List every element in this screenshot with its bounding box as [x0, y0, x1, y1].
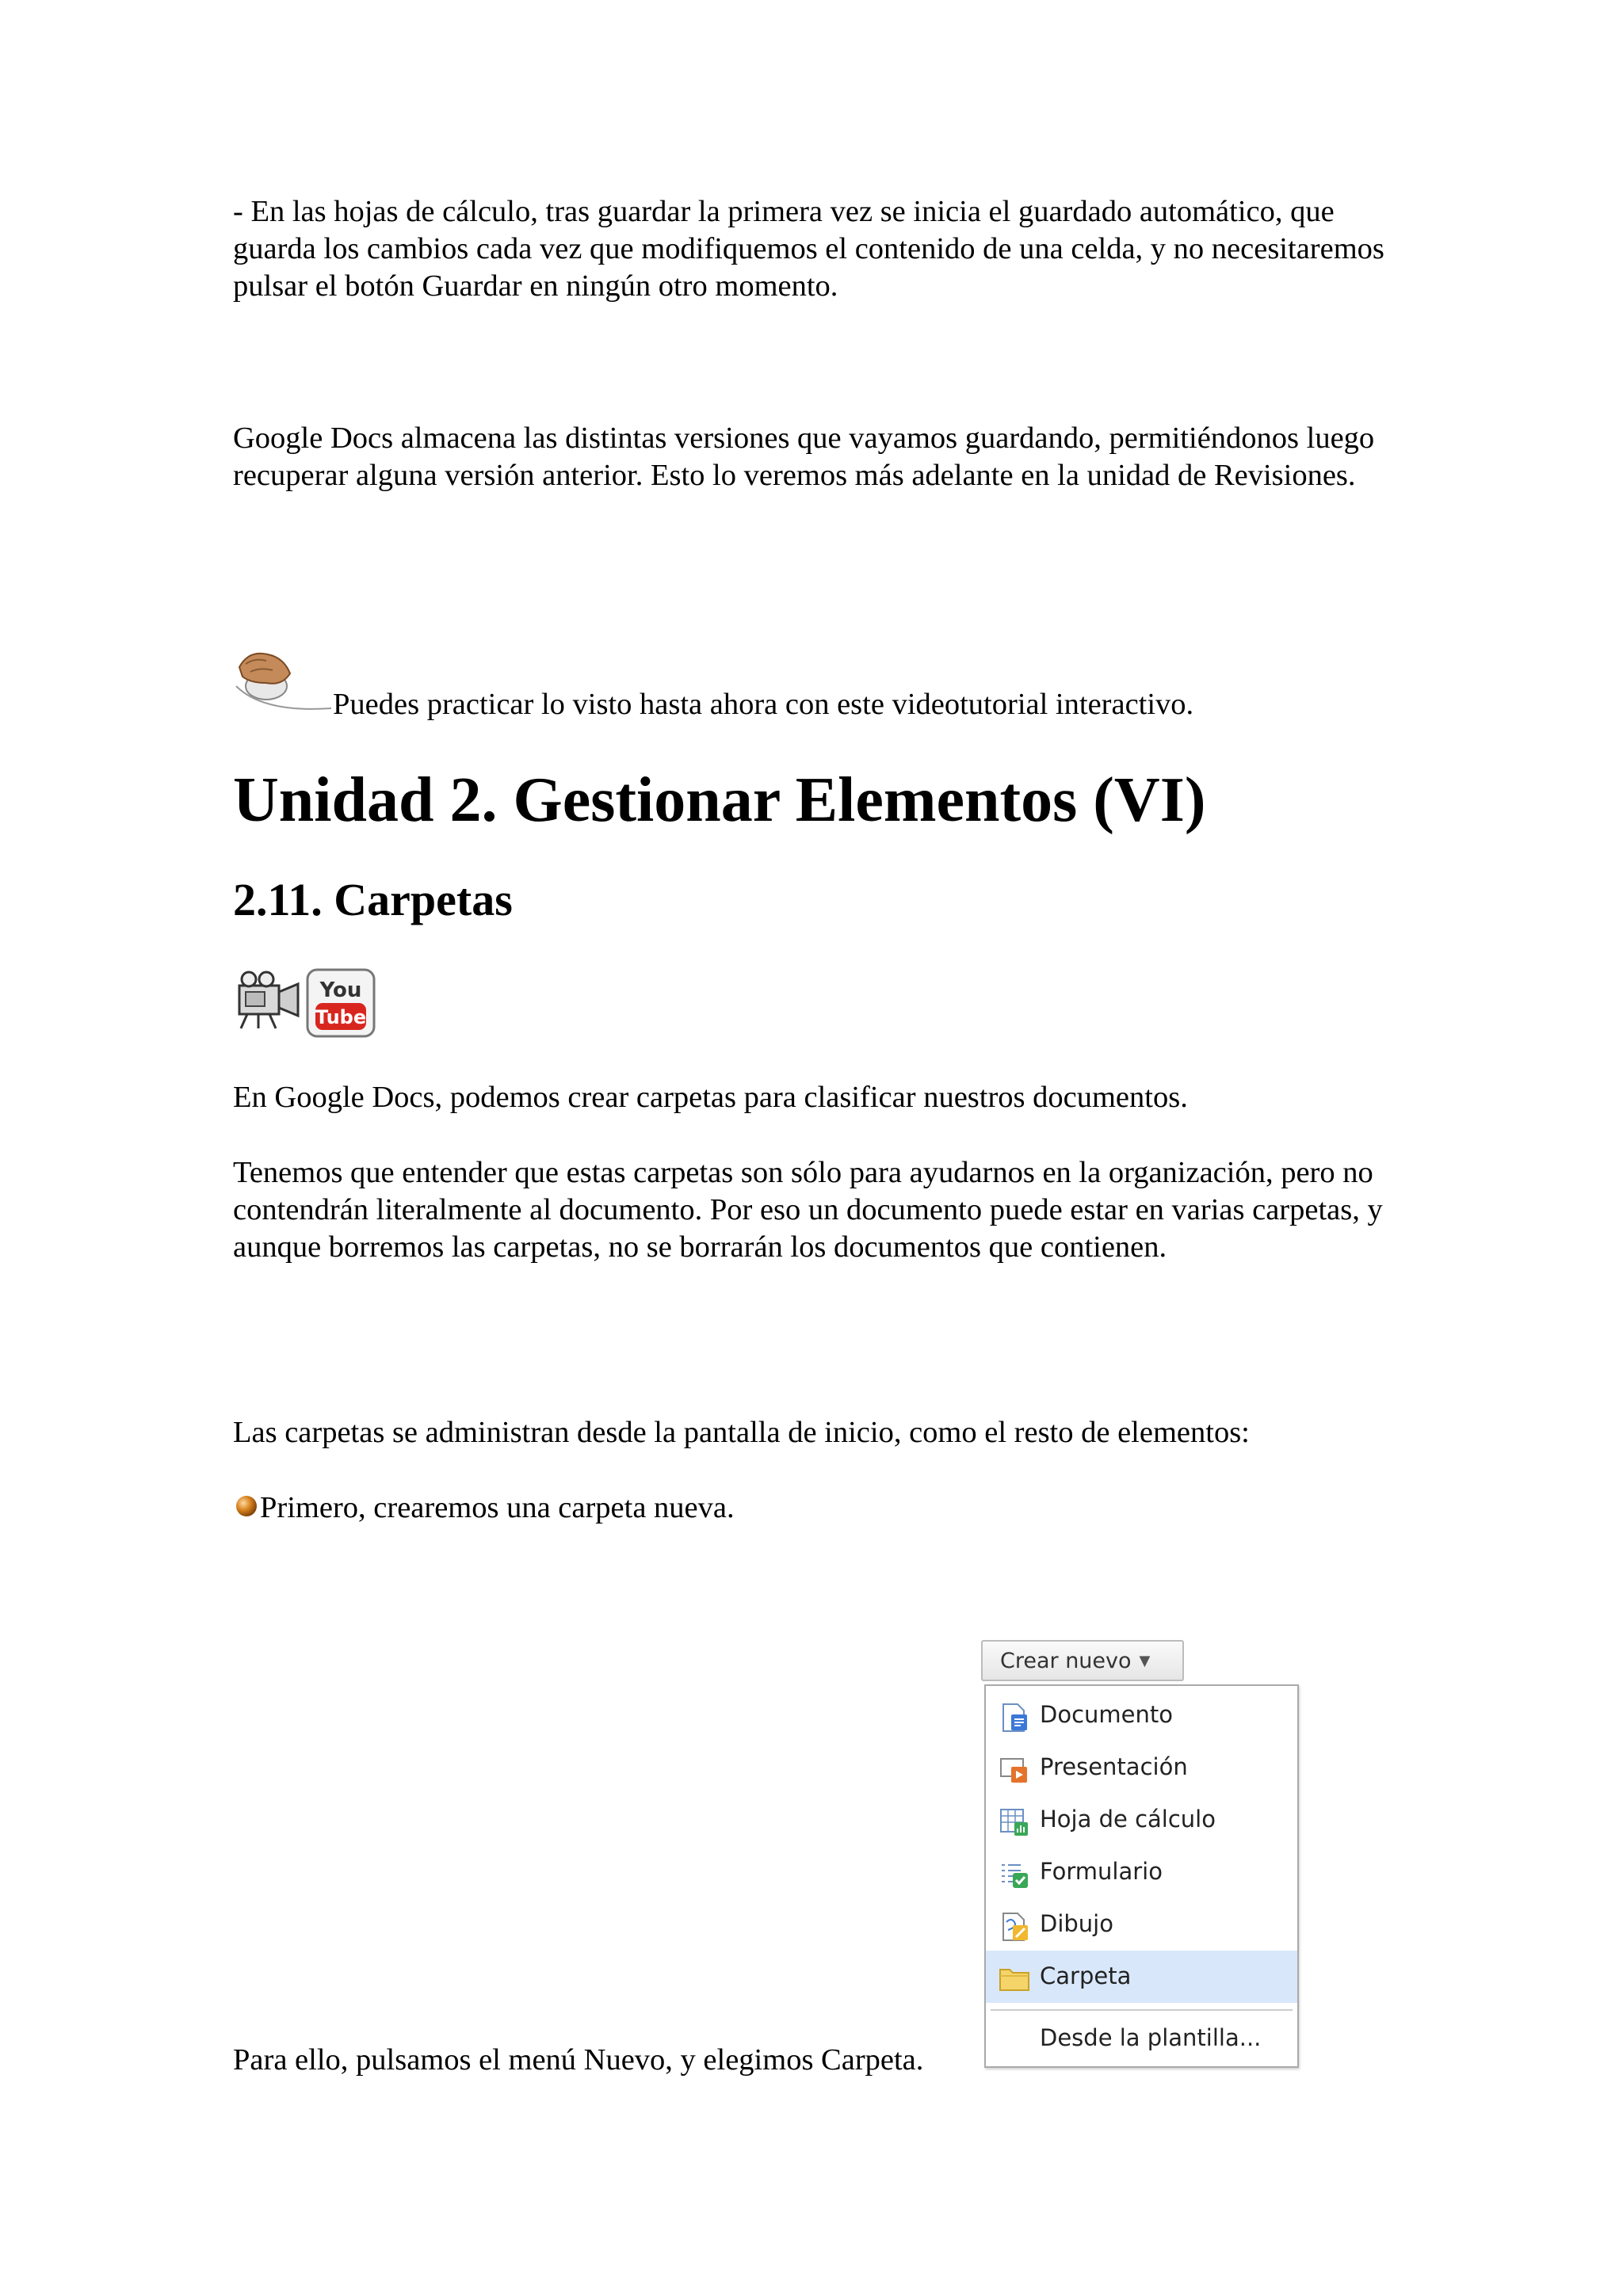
menu-item-label: Dibujo: [1040, 1910, 1113, 1937]
paragraph-instruction: Para ello, pulsamos el menú Nuevo, y elegimos Carpeta.: [233, 2043, 924, 2077]
crear-nuevo-button[interactable]: [981, 1640, 1184, 1681]
section-title: 2.11. Carpetas: [233, 874, 513, 925]
folder-icon: [999, 1963, 1030, 1995]
practice-text[interactable]: Puedes practicar lo visto hasta ahora con este videotutorial interactivo.: [333, 688, 1194, 721]
document-icon: [999, 1702, 1030, 1733]
youtube-logo-tube: Tube: [315, 1006, 367, 1028]
media-icons: [233, 968, 384, 1038]
menu-item-documento[interactable]: [986, 1689, 1297, 1741]
crear-nuevo-label: Crear nuevo: [1000, 1648, 1132, 1673]
menu-item-label: Documento: [1040, 1701, 1173, 1728]
unit-title: Unidad 2. Gestionar Elementos (VI): [233, 765, 1206, 835]
orange-ball-icon: [235, 1494, 258, 1518]
menu-item-dibujo[interactable]: [986, 1898, 1297, 1951]
bullet-text: Primero, crearemos una carpeta nueva.: [260, 1491, 735, 1524]
chevron-down-icon: ▼: [1139, 1652, 1151, 1669]
youtube-logo-you: You: [319, 978, 362, 1002]
video-camera-icon[interactable]: [233, 968, 304, 1032]
menu-item-label: Carpeta: [1040, 1962, 1132, 1989]
paragraph-explanation: Tenemos que entender que estas carpetas son sólo para ayudarnos en la organización, pero no contendrán literalmente al documento. Por eso un documento puede estar en varias carpetas, y aunque borremos las carpetas, no se borrarán los documentos que contienen.: [233, 1156, 1383, 1264]
crear-nuevo-menu: [984, 1684, 1299, 2068]
practice-link[interactable]: [231, 643, 1420, 723]
menu-item-formulario[interactable]: [986, 1846, 1297, 1898]
form-icon: [999, 1859, 1030, 1890]
menu-item-desde-la-plantilla[interactable]: Desde la plantilla...: [1040, 2024, 1262, 2051]
paragraph-intro: En Google Docs, podemos crear carpetas para clasificar nuestros documentos.: [233, 1081, 1188, 1114]
youtube-icon[interactable]: [306, 968, 376, 1038]
paragraph-versions: Google Docs almacena las distintas versiones que vayamos guardando, permitiéndonos luego recuperar alguna versión anterior. Esto lo veremos más adelante en la unidad de Revisiones.: [233, 421, 1375, 492]
menu-item-hoja-de-calculo[interactable]: [986, 1794, 1297, 1846]
menu-item-label: Presentación: [1040, 1753, 1188, 1780]
mouse-hand-icon: [231, 643, 333, 715]
menu-separator: [991, 2009, 1293, 2011]
bullet-step: [233, 1489, 946, 1529]
menu-item-label: Formulario: [1040, 1858, 1163, 1885]
presentation-icon: [999, 1754, 1030, 1786]
menu-item-carpeta[interactable]: [986, 1951, 1297, 2003]
paragraph-autosave: - En las hojas de cálculo, tras guardar la primera vez se inicia el guardado automático, que guarda los cambios cada vez que modifiquemos el contenido de una celda, y no necesitaremos pulsar el botón Guardar en ningún otro momento.: [233, 195, 1384, 303]
spreadsheet-icon: [999, 1806, 1030, 1838]
paragraph-admin: Las carpetas se administran desde la pantalla de inicio, como el resto de elementos:: [233, 1416, 1250, 1449]
menu-item-presentacion[interactable]: [986, 1741, 1297, 1794]
menu-item-label: Hoja de cálculo: [1040, 1806, 1216, 1833]
drawing-icon: [999, 1911, 1030, 1943]
